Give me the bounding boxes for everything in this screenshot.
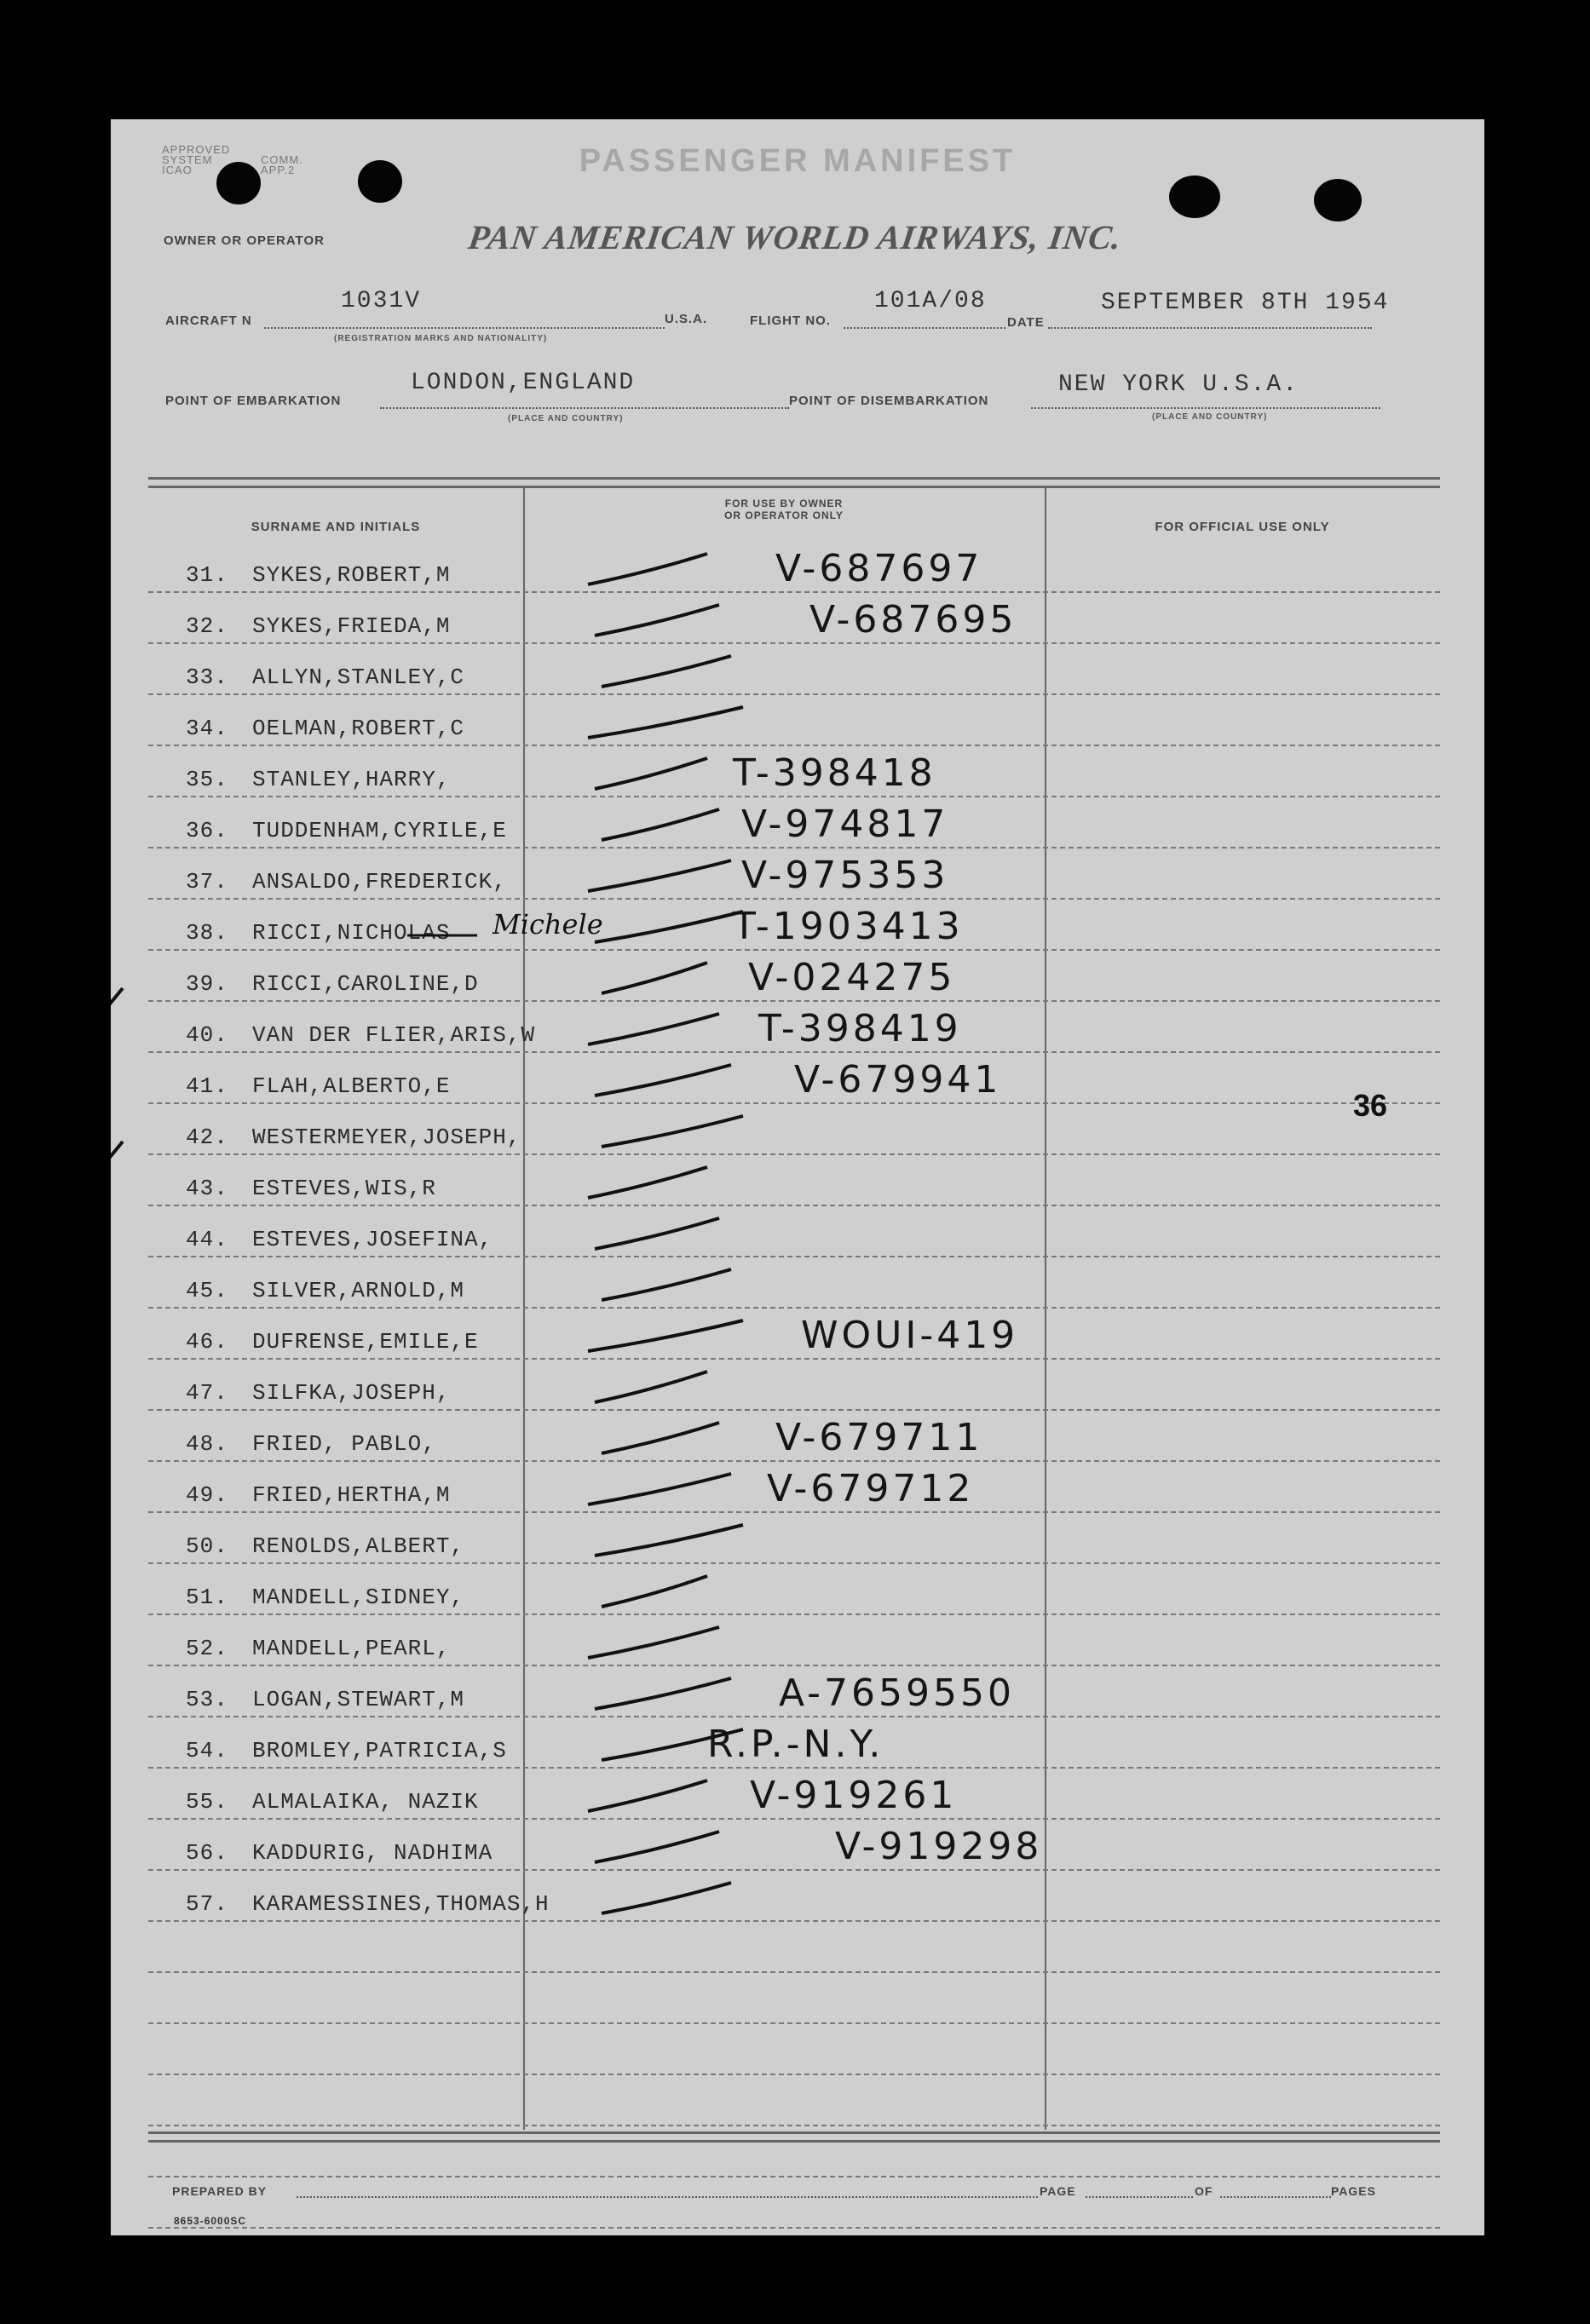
passenger-number: 31. [186,562,228,588]
passenger-number: 51. [186,1585,228,1610]
passenger-number: 33. [186,664,228,690]
passenger-name: FRIED, PABLO, [252,1431,436,1457]
approval-line: SYSTEM [162,153,213,166]
check-stroke [602,963,707,993]
pages-label: PAGES [1331,2184,1376,2198]
check-stroke [602,809,719,840]
passenger-name: RICCI,NICHOLAS [252,920,451,946]
handwritten-strokes [111,119,1484,2235]
check-stroke [602,1729,743,1760]
form-number: 8653-6000SC [174,2215,247,2227]
passenger-number: 56. [186,1840,228,1866]
passport-number: V-919261 [750,1774,958,1817]
margin-tick [111,1142,123,1160]
passport-number: T-1903413 [733,905,964,948]
passenger-name: ALLYN,STANLEY,C [252,664,465,690]
passenger-number: 44. [186,1227,228,1252]
disembarkation-sublabel: (PLACE AND COUNTRY) [1152,412,1268,422]
check-stroke [602,1116,743,1147]
passport-number: V-024275 [748,956,956,999]
passenger-name: SYKES,ROBERT,M [252,562,451,588]
passenger-name: RENOLDS,ALBERT, [252,1533,465,1559]
date-label: DATE [1007,315,1045,330]
passenger-name: LOGAN,STEWART,M [252,1687,465,1712]
passenger-name: DUFRENSE,EMILE,E [252,1329,479,1355]
date-value: SEPTEMBER 8TH 1954 [1101,290,1390,316]
check-stroke [595,758,707,789]
count-stamp: 36 [1353,1088,1388,1123]
passport-number: A-7659550 [779,1671,1015,1715]
approval-line: ICAO [162,164,193,176]
passenger-name: MANDELL,PEARL, [252,1636,451,1661]
check-stroke [602,656,731,687]
approval-line: APP.2 [261,164,296,176]
passport-number: V-679941 [794,1058,1002,1102]
passenger-name: SILVER,ARNOLD,M [252,1278,465,1303]
check-stroke [595,1372,707,1402]
check-stroke [602,1269,731,1300]
passenger-number: 57. [186,1891,228,1917]
passenger-number: 47. [186,1380,228,1406]
check-stroke [602,1883,731,1913]
handwritten-name-correction: Michele [493,908,603,941]
passenger-name: BROMLEY,PATRICIA,S [252,1738,507,1763]
passport-number: T-398418 [733,751,936,795]
passenger-number: 54. [186,1738,228,1763]
check-stroke [588,1627,719,1658]
passport-number: V-974817 [741,802,949,846]
owner-label: OWNER OR OPERATOR [164,233,325,248]
aircraft-sublabel: (REGISTRATION MARKS AND NATIONALITY) [334,334,548,343]
passenger-number: 45. [186,1278,228,1303]
passenger-name: STANLEY,HARRY, [252,767,451,792]
airline-logo-text: PAN AMERICAN WORLD AIRWAYS, INC. [465,218,1125,256]
passport-number: V-679711 [775,1416,983,1459]
passport-number: WOUI-419 [801,1314,1019,1357]
passenger-name: VAN DER FLIER,ARIS,W [252,1022,536,1048]
passenger-number: 38. [186,920,228,946]
passenger-number: 48. [186,1431,228,1457]
passenger-number: 37. [186,869,228,895]
passenger-number: 55. [186,1789,228,1815]
passenger-name: WESTERMEYER,JOSEPH, [252,1125,521,1150]
check-stroke [595,1218,719,1249]
passenger-number: 36. [186,818,228,843]
passenger-number: 41. [186,1073,228,1099]
check-stroke [588,1320,743,1351]
passenger-name: ESTEVES,WIS,R [252,1176,436,1201]
column-header-official: FOR OFFICIAL USE ONLY [1155,520,1330,534]
check-stroke [595,1525,743,1556]
passenger-name: ANSALDO,FREDERICK, [252,869,507,895]
passport-number: V-687697 [775,547,983,590]
passenger-name: ESTEVES,JOSEFINA, [252,1227,493,1252]
passport-number: V-975353 [741,854,949,897]
disembarkation-label: POINT OF DISEMBARKATION [789,394,989,408]
passenger-name: KADDURIG, NADHIMA [252,1840,493,1866]
passenger-number: 39. [186,971,228,997]
aircraft-value: 1031V [341,288,422,314]
check-stroke [595,1678,731,1709]
passenger-number: 34. [186,716,228,741]
passenger-name: KARAMESSINES,THOMAS,H [252,1891,550,1917]
check-stroke [595,605,719,636]
nationality-value: U.S.A. [665,312,708,326]
disembarkation-value: NEW YORK U.S.A. [1058,371,1299,398]
passenger-name: TUDDENHAM,CYRILE,E [252,818,507,843]
column-header-owner-use-line: FOR USE BY OWNER [724,498,844,509]
column-header-owner-use-line: OR OPERATOR ONLY [724,509,844,521]
passenger-name: ALMALAIKA, NAZIK [252,1789,479,1815]
page-label: PAGE [1040,2184,1076,2198]
embarkation-sublabel: (PLACE AND COUNTRY) [508,414,624,423]
manifest-sheet [111,119,1484,2235]
page-title: PASSENGER MANIFEST [579,143,1017,179]
passenger-name: FLAH,ALBERTO,E [252,1073,451,1099]
passport-number: V-687695 [809,598,1017,641]
prepared-by-label: PREPARED BY [172,2184,268,2198]
passenger-number: 46. [186,1329,228,1355]
embarkation-value: LONDON,ENGLAND [411,370,636,396]
check-stroke [602,1576,707,1607]
passport-number: T-398419 [758,1007,962,1050]
margin-tick [111,988,123,1007]
check-stroke [602,1423,719,1453]
aircraft-label: AIRCRAFT N [165,314,252,328]
passenger-number: 42. [186,1125,228,1150]
passenger-number: 43. [186,1176,228,1201]
flight-value: 101A/08 [874,288,987,314]
check-stroke [588,1474,731,1504]
passport-number: R.P.-N.Y. [707,1723,884,1766]
passenger-number: 35. [186,767,228,792]
passenger-name: FRIED,HERTHA,M [252,1482,451,1508]
approval-line: APPROVED [162,143,231,156]
passport-number: V-679712 [767,1467,975,1510]
passenger-name: MANDELL,SIDNEY, [252,1585,465,1610]
check-stroke [588,1167,707,1198]
passenger-name: RICCI,CAROLINE,D [252,971,479,997]
passenger-name: OELMAN,ROBERT,C [252,716,465,741]
of-label: OF [1195,2184,1213,2198]
approval-line: COMM. [261,153,303,166]
check-stroke [595,1832,719,1862]
passenger-number: 52. [186,1636,228,1661]
flight-label: FLIGHT NO. [750,314,831,328]
passenger-number: 40. [186,1022,228,1048]
check-stroke [588,860,731,891]
passenger-name: SILFKA,JOSEPH, [252,1380,451,1406]
embarkation-label: POINT OF EMBARKATION [165,394,342,408]
check-stroke [588,1780,707,1811]
check-stroke [595,1065,731,1096]
passenger-number: 32. [186,613,228,639]
column-header-name: SURNAME AND INITIALS [251,520,421,534]
passenger-number: 53. [186,1687,228,1712]
check-stroke [588,1014,719,1044]
check-stroke [588,707,743,738]
passport-number: V-919298 [835,1825,1043,1868]
check-stroke [595,912,743,942]
passenger-number: 49. [186,1482,228,1508]
passenger-name: SYKES,FRIEDA,M [252,613,451,639]
check-stroke [588,554,707,584]
passenger-number: 50. [186,1533,228,1559]
